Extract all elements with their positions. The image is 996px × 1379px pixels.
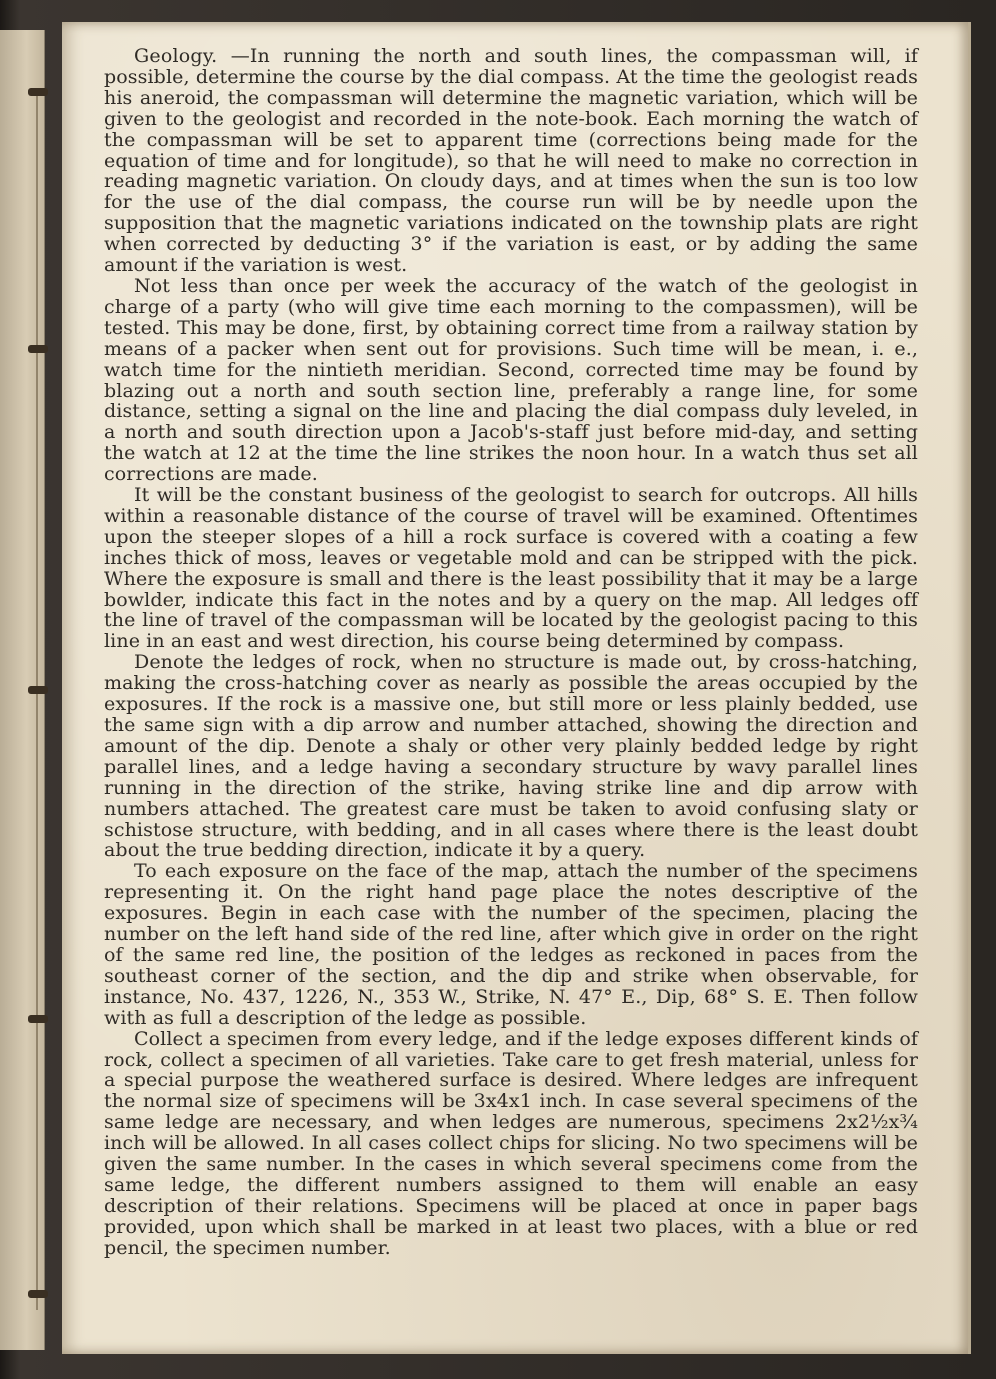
paragraph-watch-testing: [104, 276, 918, 485]
paragraph-text: Denote the ledges of rock, when no structure is made out, by cross-hatching, making the cross-hatching cover as nearly as possible the areas occupied by the exposures. If the rock is a massive one, but still more or less plainly bedded, use the same sign with a dip arrow and number attached, showing the direction and amount of the dip. Denote a shaly or other very plainly bedded ledge by right parallel lines, and a ledge having a secondary structure by wavy parallel lines running in the direction of the strike, having strike line and dip arrow with numbers attached. The greatest care must be taken to avoid confusing slaty or schistose structure, with bedding, and in all cases where there is the least doubt about the true bedding direction, indicate it by a query.: [104, 651, 918, 862]
paragraph-ledge-notation: [104, 652, 918, 861]
paragraph-text: Not less than once per week the accuracy of the watch of the geologist in charge of a party (who will give time each morning to the compassmen), will be tested. This may be done, first, by obtaining correct time from a railway station by means of a packer when sent out for provisions. Such time will be mean, i. e., watch time for the nintieth meridian. Second, corrected time may be found by blazing out a north and south section line, preferably a range line, for some distance, setting a signal on the line and placing the dial compass duly leveled, in a north and south direction upon a Jacob's-staff just before mid-day, and setting the watch at 12 at the time the line strikes the noon hour. In a watch thus set all corrections are made.: [104, 274, 918, 486]
binding-stitch: [28, 1290, 48, 1298]
paragraph-text: Collect a specimen from every ledge, and if the ledge exposes different kinds of rock, collect a specimen of all varieties. Take care to get fresh material, unless for a special purpose the weathered surface is desired. Where ledges are infrequent the normal size of specimens will be 3x4x1 inch. In case several specimens of the same ledge are necessary, and when ledges are numerous, specimens 2x2½x¾ inch will be allowed. In all cases collect chips for slicing. No two specimens will be given the same number. In the cases in which several specimens come from the same ledge, the different numbers assigned to them will enable an easy description of their relations. Specimens will be placed at once in paper bags provided, upon which shall be marked in at least two places, with a blue or red pencil, the specimen number.: [104, 1027, 918, 1259]
binding-stitch: [28, 1015, 48, 1023]
binding-stitch: [28, 345, 48, 353]
paragraph-specimen-numbering: [104, 861, 918, 1028]
paragraph-geology: [104, 46, 918, 276]
paragraph-text: —In running the north and south lines, the compassman will, if possible, determine the course by the dial compass. At the time the geologist reads his aneroid, the compassman will determine the magnetic variation, which will be given to the geologist and recorded in the note-book. Each morning the watch of the compassman will be set to apparent time (corrections being made for the equation of time and for longitude), so that he will need to make no correction in reading magnetic variation. On cloudy days, and at times when the sun is too low for the use of the dial compass, the course run will be by needle upon the supposition that the magnetic variations indicated on the township plats are right when corrected by deducting 3° if the variation is east, or by adding the same amount if the variation is west.: [104, 45, 918, 277]
binding-stitch: [28, 88, 48, 96]
binding-thread: [36, 90, 38, 1310]
paragraph-text: To each exposure on the face of the map, attach the number of the specimens representing it. On the right hand page place the notes descriptive of the exposures. Begin in each case with the number of the specimen, placing the number on the left hand side of the red line, after which give in order on the right of the same red line, the position of the ledges as reckoned in paces from the southeast corner of the section, and the dip and strike when observable, for instance, No. 437, 1226, N., 353 W., Strike, N. 47° E., Dip, 68° S. E. Then follow with as full a description of the ledge as possible.: [104, 860, 918, 1029]
paragraph-text: It will be the constant business of the geologist to search for outcrops. All hills within a reasonable distance of the course of travel will be examined. Oftentimes upon the steeper slopes of a hill a rock surface is covered with a coating a few inches thick of moss, leaves or vegetable mold and can be stripped with the pick. Where the exposure is small and there is the least possibility that it may be a large bowlder, indicate this fact in the notes and by a query on the map. All ledges off the line of travel of the compassman will be located by the geologist pacing to this line in an east and west direction, his course being determined by compass.: [104, 484, 918, 653]
paragraph-outcrops: [104, 485, 918, 652]
section-lead-word: Geology.: [134, 45, 218, 67]
page-body-text: [104, 46, 918, 1259]
book-page: [62, 22, 971, 1354]
paragraph-specimen-collection: [104, 1029, 918, 1259]
binding-stitch: [28, 686, 48, 694]
